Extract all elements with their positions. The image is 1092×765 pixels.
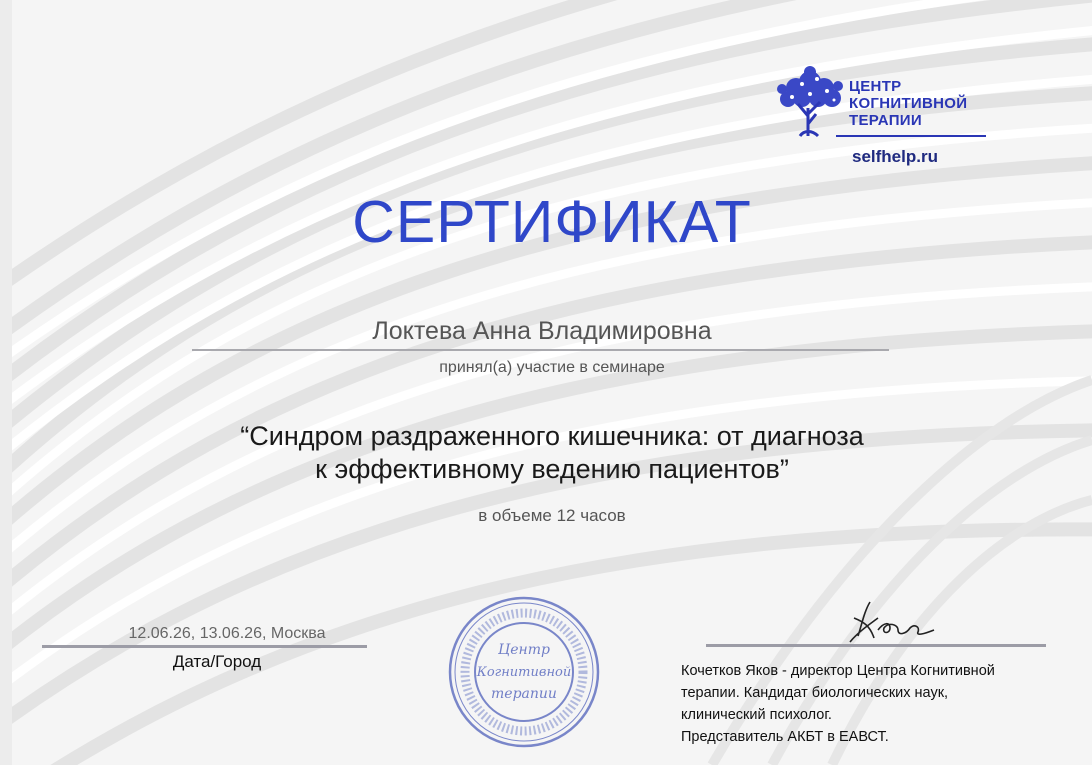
director-line-4: Представитель АКБТ в ЕАВСТ. [681,729,889,745]
hours-volume: в объеме 12 часов [478,506,626,525]
logo-divider [836,135,986,137]
recipient-name: Локтева Анна Владимировна [372,317,712,345]
logo-line-2: КОГНИТИВНОЙ [849,95,968,112]
director-line-1: Кочетков Яков - директор Центра Когнитивной [681,663,995,679]
stamp-seal [444,592,604,752]
director-line-3: клинический психолог. [681,707,832,723]
seminar-title-line-2: к эффективному ведению пациентов” [315,454,789,484]
date-city: 12.06.26, 13.06.26, Москва [128,625,326,642]
date-underline [42,645,367,648]
stamp-text-2: Когнитивной [476,665,572,680]
recipient-underline [192,349,889,351]
logo-line-1: ЦЕНТР [849,78,902,95]
logo [772,64,1012,174]
signature-underline [706,644,1046,647]
seminar-title-line-1: “Синдром раздраженного кишечника: от диагноза [240,421,864,451]
tree-icon [772,64,848,142]
stamp-text-3: терапии [491,686,557,702]
director-signature [844,596,940,646]
logo-line-3: ТЕРАПИИ [849,112,922,129]
director-line-2: терапии. Кандидат биологических наук, [681,685,949,701]
logo-text [849,78,967,129]
participation-text: принял(а) участие в семинаре [439,359,665,376]
stamp-text-1: Центр [498,642,550,658]
date-city-label: Дата/Город [172,652,262,671]
certificate-title: СЕРТИФИКАТ [352,189,752,255]
certificate [12,0,1092,765]
director-info [681,660,1081,748]
seminar-title [12,420,1092,486]
logo-url: selfhelp.ru [852,147,938,166]
